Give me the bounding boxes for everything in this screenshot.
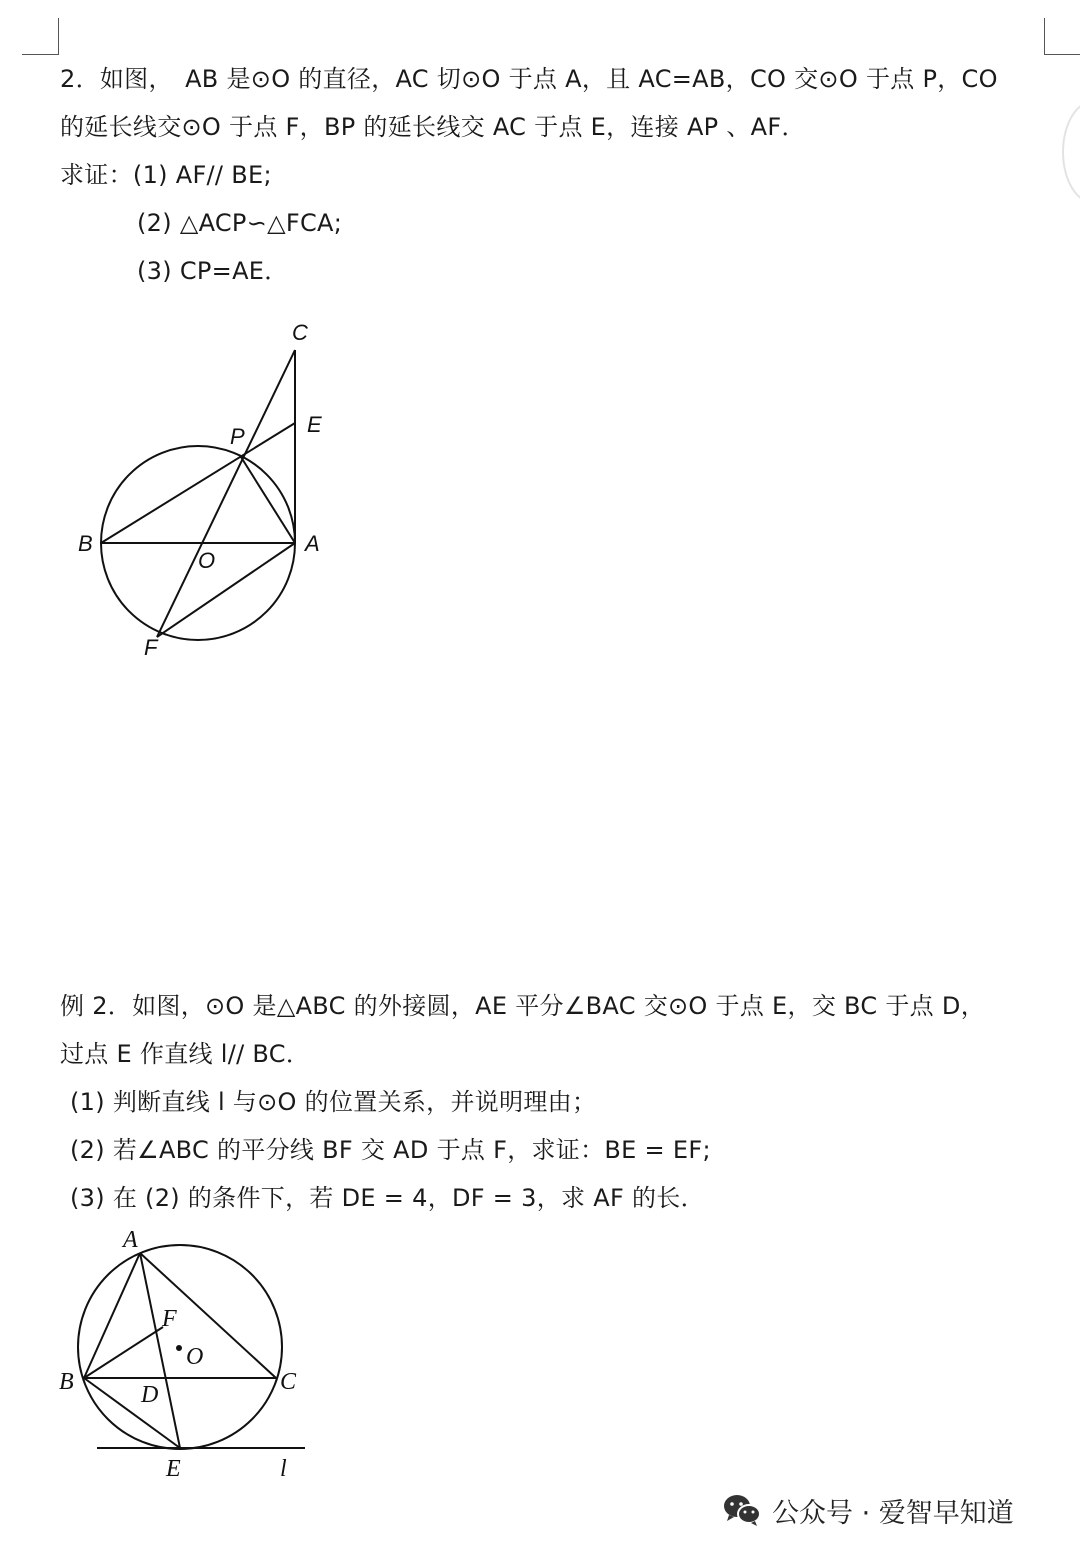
example2-figure xyxy=(55,1220,315,1490)
example2-item3: (3) 在 (2) 的条件下，若 DE = 4，DF = 3，求 AF 的长． xyxy=(70,1184,705,1212)
watermark-text: 公众号 · 爱智早知道 xyxy=(772,1497,1014,1529)
example2-item1: (1) 判断直线 l 与⊙O 的位置关系，并说明理由； xyxy=(70,1088,597,1116)
label-l: l xyxy=(280,1456,287,1482)
watermark xyxy=(722,1490,1014,1530)
problem2-line1: 2．如图， AB 是⊙O 的直径，AC 切⊙O 于点 A，且 AC=AB，CO 交⊙O 于点 P，CO xyxy=(60,65,998,93)
example2-line1: 例 2．如图，⊙O 是△ABC 的外接圆，AE 平分∠BAC 交⊙O 于点 E，交 BC 于点 D， xyxy=(60,992,985,1020)
segment-pa xyxy=(241,457,295,543)
problem2-figure xyxy=(70,315,350,665)
example2-item2: (2) 若∠ABC 的平分线 BF 交 AD 于点 F，求证：BE = EF; xyxy=(70,1136,711,1164)
segment-ac xyxy=(140,1253,276,1378)
segment-ae xyxy=(140,1253,180,1448)
label-p: P xyxy=(230,424,245,449)
label-b: B xyxy=(78,531,93,556)
wechat-icon xyxy=(722,1492,762,1528)
problem2-line2: 的延长线交⊙O 于点 F，BP 的延长线交 AC 于点 E，连接 AP 、AF． xyxy=(60,113,806,141)
label-f: F xyxy=(162,1306,177,1332)
label-f: F xyxy=(144,635,158,660)
center-dot xyxy=(176,1345,182,1351)
label-e: E xyxy=(307,412,322,437)
example2-line2: 过点 E 作直线 l// BC． xyxy=(60,1040,311,1068)
label-o: O xyxy=(186,1344,204,1370)
label-a: A xyxy=(123,1227,138,1253)
label-b: B xyxy=(59,1369,74,1395)
label-o: O xyxy=(198,548,216,573)
page-corner-mark xyxy=(1044,18,1080,55)
scroll-handle[interactable] xyxy=(1062,100,1080,204)
label-c: C xyxy=(280,1369,297,1395)
segment-cf xyxy=(157,350,295,637)
segment-be xyxy=(101,423,295,543)
label-a: A xyxy=(305,531,320,556)
page-corner-mark xyxy=(22,18,59,55)
label-e: E xyxy=(166,1456,181,1482)
segment-fa xyxy=(157,543,295,637)
label-c: C xyxy=(292,320,308,345)
problem2-prove: 求证：(1) AF// BE; xyxy=(60,161,272,189)
problem2-item3: (3) CP=AE． xyxy=(137,257,289,285)
label-d: D xyxy=(141,1382,159,1408)
problem2-item2: (2) △ACP∽△FCA; xyxy=(137,209,343,237)
